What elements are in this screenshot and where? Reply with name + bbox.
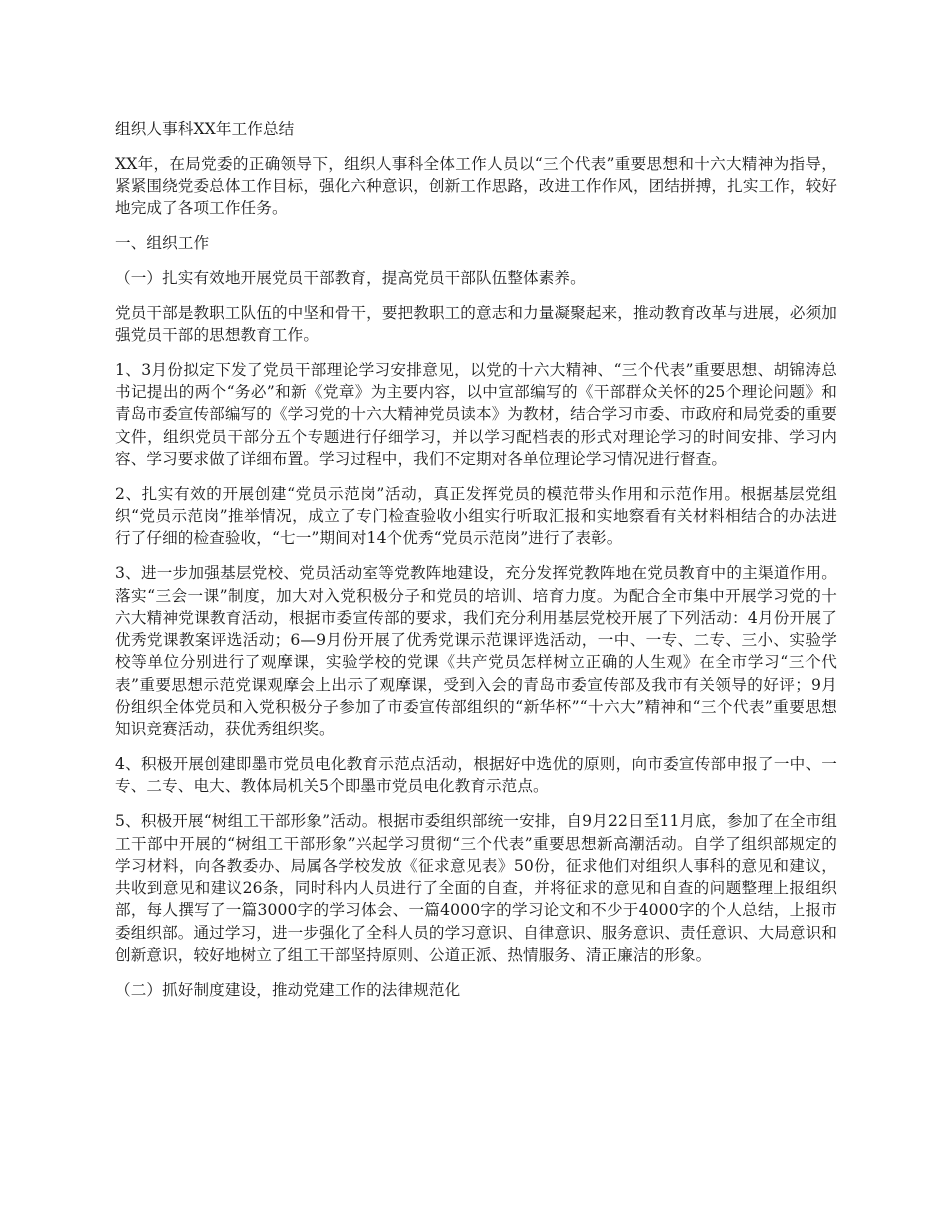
paragraph-item-4: 4、积极开展创建即墨市党员电化教育示范点活动，根据好中选优的原则，向市委宣传部申报了一中、一专、二专、电大、教体局机关5个即墨市党员电化教育示范点。	[115, 755, 837, 796]
subsection-heading-system: （二）抓好制度建设，推动党建工作的法律规范化	[115, 980, 461, 999]
paragraph-item-3: 3、进一步加强基层党校、党员活动室等党教阵地建设，充分发挥党教阵地在党员教育中的主渠道作用。落实“三会一课”制度，加大对入党积极分子和党员的培训、培育力度。为配合全市集中开展学习党的十六大精神党课教育活动，根据市委宣传部的要求，我们充分利用基层党校开展了下列活动：4月份开展了优秀党课教案评选活动；6—9月份开展了优秀党课示范课评选活动，一中、一专、二专、三小、实验学校等单位分别进行了观摩课，实验学校的党课《共产党员怎样树立正确的人生观》在全市学习“三个代表”重要思想示范党课观摩会上出示了观摩课，受到入会的青岛市委宣传部及我市有关领导的好评；9月份组织全体党员和入党积极分子参加了市委宣传部组织的“新华杯”“十六大”精神和“三个代表”重要思想知识竞赛活动，获优秀组织奖。	[115, 564, 837, 739]
paragraph-intro: XX年，在局党委的正确领导下，组织人事科全体工作人员以“三个代表”重要思想和十六大精神为指导，紧紧围绕党委总体工作目标，强化六种意识，创新工作思路，改进工作作风，团结拼搏，扎实工作，较好地完成了各项工作任务。	[115, 154, 837, 218]
paragraph-item-5: 5、积极开展“树组工干部形象”活动。根据市委组织部统一安排，自9月22日至11月底，参加了在全市组工干部中开展的“树组工干部形象”兴起学习贯彻“三个代表”重要思想新高潮活动。自学了组织部规定的学习材料，向各教委办、局属各学校发放《征求意见表》50份，征求他们对组织人事科的意见和建议，共收到意见和建议26条，同时科内人员进行了全面的自查，并将征求的意见和自查的问题整理上报组织部，每人撰写了一篇3000字的学习体会、一篇4000字的学习论文和不少于4000字的个人总结，上报市委组织部。通过学习，进一步强化了全科人员的学习意识、自律意识、服务意识、责任意识、大局意识和创新意识，较好地树立了组工干部坚持原则、公道正派、热情服务、清正廉洁的形象。	[115, 812, 837, 964]
document-body	[115, 118, 837, 1014]
document-title: 组织人事科XX年工作总结	[115, 120, 295, 138]
paragraph-item-2: 2、扎实有效的开展创建“党员示范岗”活动，真正发挥党员的模范带头作用和示范作用。根据基层党组织“党员示范岗”推举情况，成立了专门检查验收小组实行听取汇报和实地察看有关材料相结合的办法进行了仔细的检查验收，“七一”期间对14个优秀“党员示范岗”进行了表彰。	[115, 484, 837, 548]
subsection-heading-education: （一）扎实有效地开展党员干部教育，提高党员干部队伍整体素养。	[115, 268, 586, 287]
paragraph-item-1: 1、3月份拟定下发了党员干部理论学习安排意见，以党的十六大精神、“三个代表”重要思想、胡锦涛总书记提出的两个“务必”和新《党章》为主要内容，以中宣部编写的《干部群众关怀的25个理论问题》和青岛市委宣传部编写的《学习党的十六大精神党员读本》为教材，结合学习市委、市政府和局党委的重要文件，组织党员干部分五个专题进行仔细学习，并以学习配档表的形式对理论学习的时间安排、学习内容、学习要求做了详细布置。学习过程中，我们不定期对各单位理论学习情况进行督查。	[115, 360, 837, 469]
section-heading-organization: 一、组织工作	[115, 234, 210, 253]
paragraph: 党员干部是教职工队伍的中坚和骨干，要把教职工的意志和力量凝聚起来，推动教育改革与进展，必须加强党员干部的思想教育工作。	[115, 303, 837, 345]
